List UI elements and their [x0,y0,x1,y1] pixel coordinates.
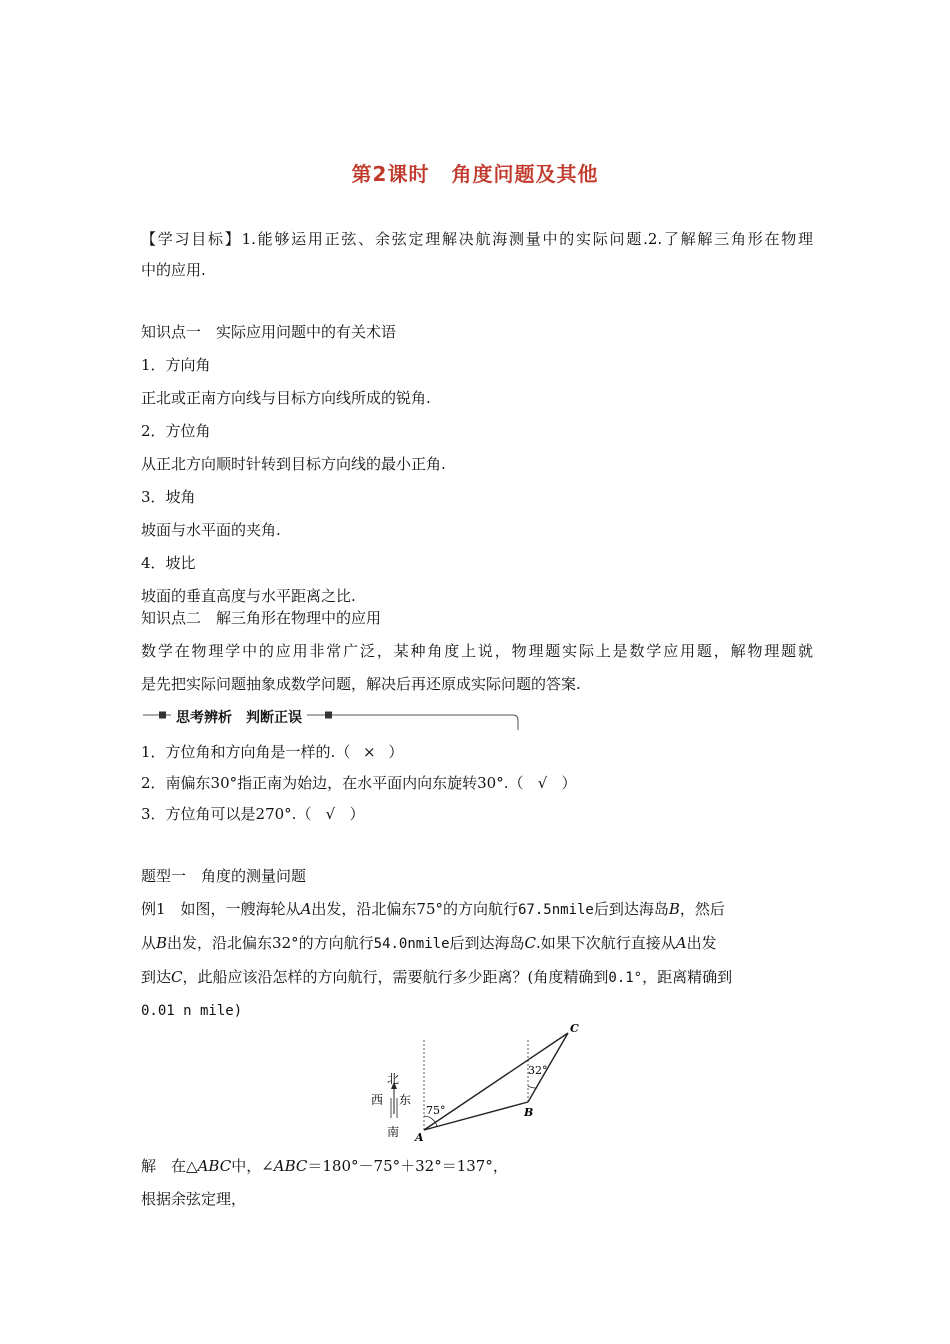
think-item: 2．南偏东30°指正南为始边，在水平面内向东旋转30°.（ √ ） [141,768,813,799]
kp1-term: 1．方向角 [141,356,211,374]
solution-line: 解 在△ABC中，∠ABC＝180°－75°＋32°＝137°， [141,1157,508,1175]
kp1-definition: 正北或正南方向线与目标方向线所成的锐角. [141,389,431,407]
example-section [141,860,813,1028]
kp2-heading: 知识点二 解三角形在物理中的应用 [141,609,382,627]
think-list [141,737,813,830]
example-label: 例1 [141,900,166,918]
kp1-definition: 坡面与水平面的夹角. [141,521,281,539]
lesson-number: 第2课时 [351,162,430,186]
point-b-label: B [524,1106,534,1119]
knowledge-point-1 [141,316,813,613]
kp1-heading: 知识点一 实际应用问题中的有关术语 [141,323,397,341]
answer-mark: √ [325,805,336,823]
solution-section [141,1150,813,1216]
route-diagram [360,1018,592,1144]
answer-mark: √ [537,774,548,792]
east-label: 东 [399,1093,412,1107]
knowledge-point-2 [141,602,813,701]
point-a-label: A [415,1131,424,1144]
answer-mark: × [363,743,376,761]
type1-heading: 题型一 角度的测量问题 [141,867,307,885]
solution-line: 根据余弦定理， [141,1190,247,1208]
think-item: 3．方位角可以是270°.（ √ ） [141,799,813,830]
west-label: 西 [371,1093,384,1107]
kp2-line-1: 数学在物理学中的应用非常广泛，某种角度上说，物理题实际上是数学应用题，解物理题就 [141,642,813,660]
kp1-definition: 从正北方向顺时针转到目标方向线的最小正角. [141,455,446,473]
banner-label: 思考辨析 判断正误 [171,707,307,727]
objectives-label: 【学习目标】 [141,230,242,248]
kp2-line-2: 是先把实际问题抽象成数学问题，解决后再还原成实际问题的答案. [141,675,581,693]
lesson-topic: 角度问题及其他 [451,162,599,186]
think-banner [141,706,519,736]
point-c-label: C [570,1022,579,1035]
south-label: 南 [387,1125,400,1139]
kp1-term: 2．方位角 [141,422,211,440]
example-line: 0.01 n mile) [141,1003,243,1019]
angle-a-label: 75° [426,1104,446,1117]
angle-b-label: 32° [528,1064,548,1077]
kp1-term: 4．坡比 [141,554,196,572]
objectives-line-2: 中的应用. [141,261,206,279]
example-line: 例1 如图，一艘海轮从A出发，沿北偏东75°的方向航行67.5nmile后到达海岛B，然后 [141,900,725,918]
navigation-figure [360,1018,592,1144]
kp1-definition: 坡面的垂直高度与水平距离之比. [141,587,356,605]
solution-label: 解 [141,1157,157,1175]
kp1-term: 3．坡角 [141,488,196,506]
learning-objectives [141,224,813,286]
think-item: 1．方位角和方向角是一样的.（ × ） [141,737,813,768]
example-line: 从B出发，沿北偏东32°的方向航行54.0nmile后到达海岛C.如果下次航行直接从A出发 [141,934,717,952]
north-label: 北 [387,1072,400,1086]
page-title [0,158,950,187]
objectives-line-1: 1.能够运用正弦、余弦定理解决航海测量中的实际问题.2.了解解三角形在物理 [241,230,813,248]
example-line: 到达C，此船应该沿怎样的方向航行，需要航行多少距离？(角度精确到0.1°，距离精确到 [141,968,733,986]
